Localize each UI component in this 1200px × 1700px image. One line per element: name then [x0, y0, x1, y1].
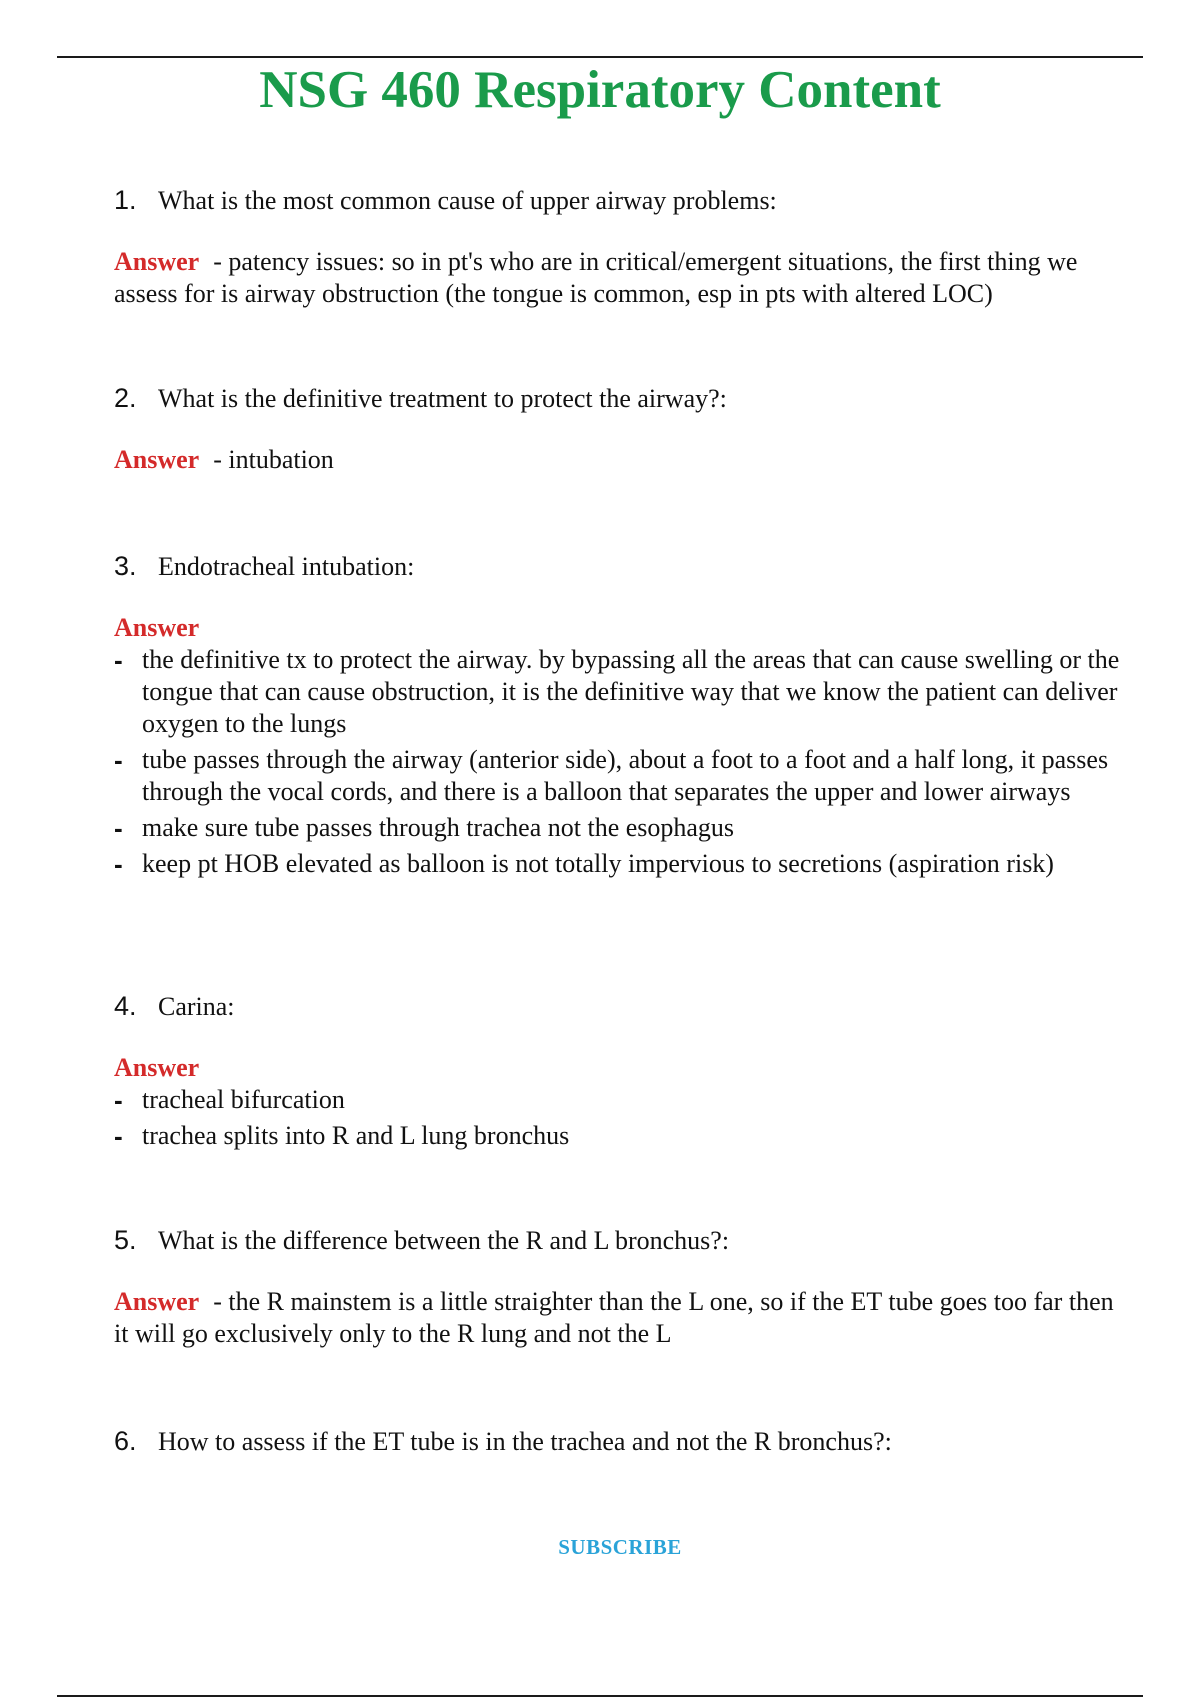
question-text: Endotracheal intubation:: [158, 552, 415, 581]
bullet-text: tube passes through the airway (anterior side), about a foot to a foot and a half long, it passes through the vocal cords, and there is a balloon that separates the upper and lower airways: [142, 745, 1109, 806]
question-2: [114, 381, 1124, 416]
bullet-text: the definitive tx to protect the airway. by bypassing all the areas that can cause swelling or the tongue that can cause obstruction, it is the definitive way that we know the patient can deliver oxygen to the lungs: [142, 645, 1120, 738]
bullet-text: make sure tube passes through trachea not the esophagus: [142, 813, 735, 842]
question-text: What is the most common cause of upper airway problems:: [158, 186, 777, 215]
question-5: [114, 1223, 1124, 1258]
dash-bullet: -: [114, 645, 123, 675]
answer-2: [114, 444, 1124, 476]
question-3: [114, 549, 1124, 584]
qa-item-2: [114, 381, 1124, 476]
list-item: [114, 812, 1124, 844]
qa-item-1: [114, 183, 1124, 310]
question-number: 3.: [114, 551, 137, 581]
bullet-text: tracheal bifurcation: [142, 1085, 345, 1114]
dash-bullet: -: [114, 849, 123, 879]
answer-text: - patency issues: so in pt's who are in critical/emergent situations, the first thing we assess for is airway obstruction (the tongue is common, esp in pts with altered LOC): [114, 247, 1078, 308]
question-number: 5.: [114, 1225, 137, 1255]
bottom-rule: [57, 1695, 1143, 1697]
question-text: What is the difference between the R and L bronchus?:: [158, 1226, 730, 1255]
answer-label: Answer: [114, 247, 200, 276]
answer-label: Answer: [114, 613, 200, 642]
question-number: 4.: [114, 991, 137, 1021]
qa-item-5: [114, 1223, 1124, 1350]
question-number: 6.: [114, 1426, 137, 1456]
question-1: [114, 183, 1124, 218]
question-text: How to assess if the ET tube is in the trachea and not the R bronchus?:: [158, 1427, 892, 1456]
question-4: [114, 989, 1124, 1024]
answer-label: Answer: [114, 445, 200, 474]
answer-3: [114, 612, 1124, 880]
list-item: [114, 744, 1124, 808]
answer-bullet-list: [114, 1084, 1124, 1152]
qa-item-3: [114, 549, 1124, 884]
question-number: 2.: [114, 383, 137, 413]
list-item: [114, 644, 1124, 740]
answer-label: Answer: [114, 1053, 200, 1082]
dash-bullet: -: [114, 745, 123, 775]
dash-bullet: -: [114, 813, 123, 843]
list-item: [114, 1084, 1124, 1116]
dash-bullet: -: [114, 1085, 123, 1115]
answer-label: Answer: [114, 1287, 200, 1316]
answer-bullet-list: [114, 644, 1124, 880]
bullet-text: keep pt HOB elevated as balloon is not totally impervious to secretions (aspiration risk): [142, 849, 1054, 878]
question-6: [114, 1424, 1124, 1459]
answer-text: - intubation: [213, 445, 334, 474]
question-text: Carina:: [158, 992, 235, 1021]
document-title: NSG 460 Respiratory Content: [259, 61, 941, 119]
qa-item-6: [114, 1424, 1124, 1459]
bullet-text: trachea splits into R and L lung bronchus: [142, 1121, 570, 1150]
question-text: What is the definitive treatment to protect the airway?:: [158, 384, 727, 413]
qa-item-4: [114, 989, 1124, 1156]
question-number: 1.: [114, 185, 137, 215]
answer-1: [114, 246, 1124, 310]
list-item: [114, 848, 1124, 880]
answer-text: - the R mainstem is a little straighter than the L one, so if the ET tube goes too far then it will go exclusively only to the R lung and not the L: [114, 1287, 1114, 1348]
list-item: [114, 1120, 1124, 1152]
dash-bullet: -: [114, 1121, 123, 1151]
subscribe-link[interactable]: SUBSCRIBE: [558, 1535, 682, 1559]
answer-5: [114, 1286, 1124, 1350]
answer-4: [114, 1052, 1124, 1152]
